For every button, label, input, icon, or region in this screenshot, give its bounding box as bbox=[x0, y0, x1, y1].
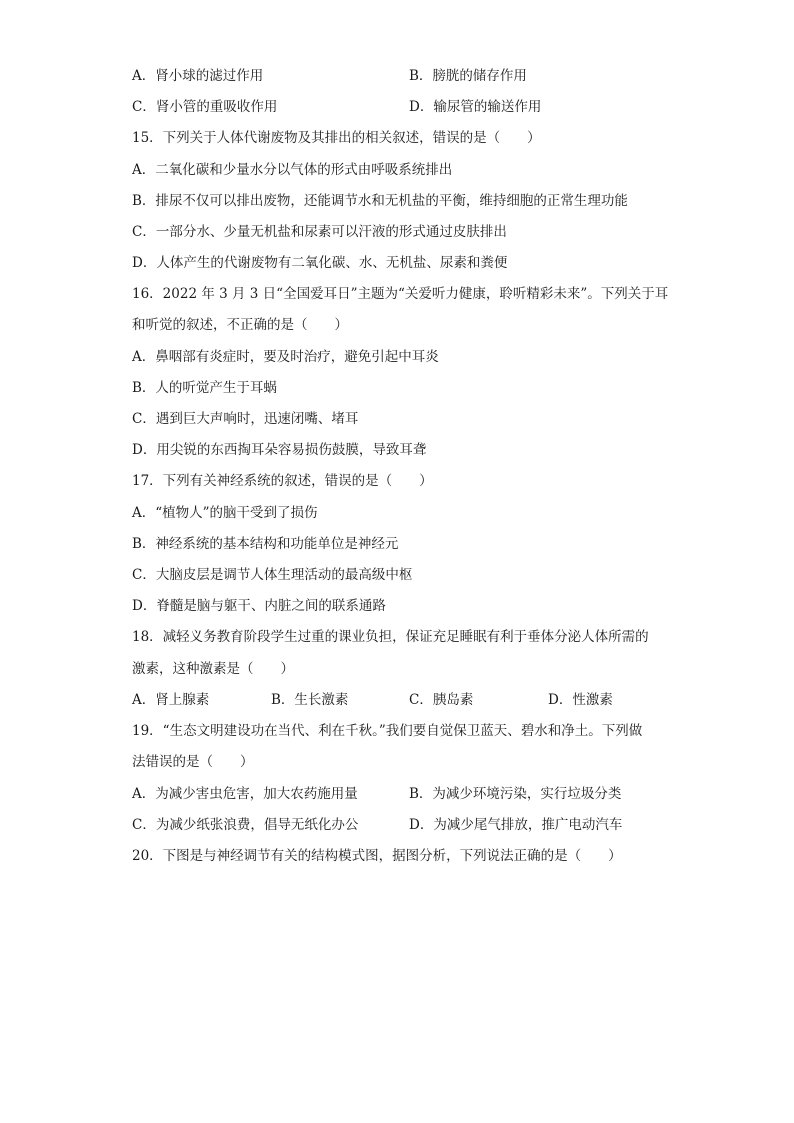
q14-option-a: A．肾小球的滤过作用 bbox=[132, 68, 264, 84]
q16-option-d: D．用尖锐的东西掏耳朵容易损伤鼓膜，导致耳聋 bbox=[132, 442, 427, 458]
q14-option-c: C．肾小管的重吸收作用 bbox=[132, 99, 278, 115]
q18-option-c: C．胰岛素 bbox=[409, 692, 474, 708]
q19-option-b: B．为减少环境污染，实行垃圾分类 bbox=[409, 786, 622, 802]
q15-option-d: D．人体产生的代谢废物有二氧化碳、水、无机盐、尿素和粪便 bbox=[132, 255, 508, 271]
q18-stem-line1: 18．减轻义务教育阶段学生过重的课业负担，保证充足睡眠有利于垂体分泌人体所需的 bbox=[132, 629, 649, 645]
q14-option-b: B．膀胱的储存作用 bbox=[409, 68, 527, 84]
q19-option-c: C．为减少纸张浪费，倡导无纸化办公 bbox=[132, 817, 359, 833]
q15-option-b: B．排尿不仅可以排出废物，还能调节水和无机盐的平衡，维持细胞的正常生理功能 bbox=[132, 193, 628, 209]
q17-stem: 17．下列有关神经系统的叙述，错误的是（ ） bbox=[132, 473, 433, 489]
q16-stem-line1: 16．2022 年 3 月 3 日“全国爱耳日”主题为“关爱听力健康，聆听精彩未来”。下列关于耳 bbox=[132, 286, 669, 302]
q20-stem: 20．下图是与神经调节有关的结构模式图，据图分析，下列说法正确的是（ ） bbox=[132, 848, 622, 864]
q16-stem-line2: 和听觉的叙述，不正确的是（ ） bbox=[132, 317, 348, 333]
q18-stem-line2: 激素，这种激素是（ ） bbox=[132, 661, 294, 677]
q19-stem-line2: 法错误的是（ ） bbox=[132, 754, 254, 770]
q17-option-d: D．脊髓是脑与躯干、内脏之间的联系通路 bbox=[132, 598, 386, 614]
q17-option-c: C．大脑皮层是调节人体生理活动的最高级中枢 bbox=[132, 567, 413, 583]
q15-option-a: A．二氧化碳和少量水分以气体的形式由呼吸系统排出 bbox=[132, 162, 453, 178]
q16-option-c: C．遇到巨大声响时，迅速闭嘴、堵耳 bbox=[132, 411, 359, 427]
q19-option-a: A．为减少害虫危害，加大农药施用量 bbox=[132, 786, 358, 802]
q14-option-d: D．输尿管的输送作用 bbox=[409, 99, 542, 115]
q19-option-d: D．为减少尾气排放，推广电动汽车 bbox=[409, 817, 623, 833]
q18-option-a: A．肾上腺素 bbox=[132, 692, 210, 708]
q18-option-d: D．性激素 bbox=[548, 692, 613, 708]
q16-option-a: A．鼻咽部有炎症时，要及时治疗，避免引起中耳炎 bbox=[132, 349, 439, 365]
q17-option-b: B．神经系统的基本结构和功能单位是神经元 bbox=[132, 536, 399, 552]
q15-stem: 15．下列关于人体代谢废物及其排出的相关叙述，错误的是（ ） bbox=[132, 130, 541, 146]
q17-option-a: A．“植物人”的脑干受到了损伤 bbox=[132, 505, 318, 521]
q18-option-b: B．生长激素 bbox=[271, 692, 349, 708]
q19-stem-line1: 19．“生态文明建设功在当代、利在千秋。”我们要自觉保卫蓝天、碧水和净土。下列做 bbox=[132, 723, 643, 739]
q15-option-c: C．一部分水、少量无机盐和尿素可以汗液的形式通过皮肤排出 bbox=[132, 224, 507, 240]
q16-option-b: B．人的听觉产生于耳蜗 bbox=[132, 380, 277, 396]
